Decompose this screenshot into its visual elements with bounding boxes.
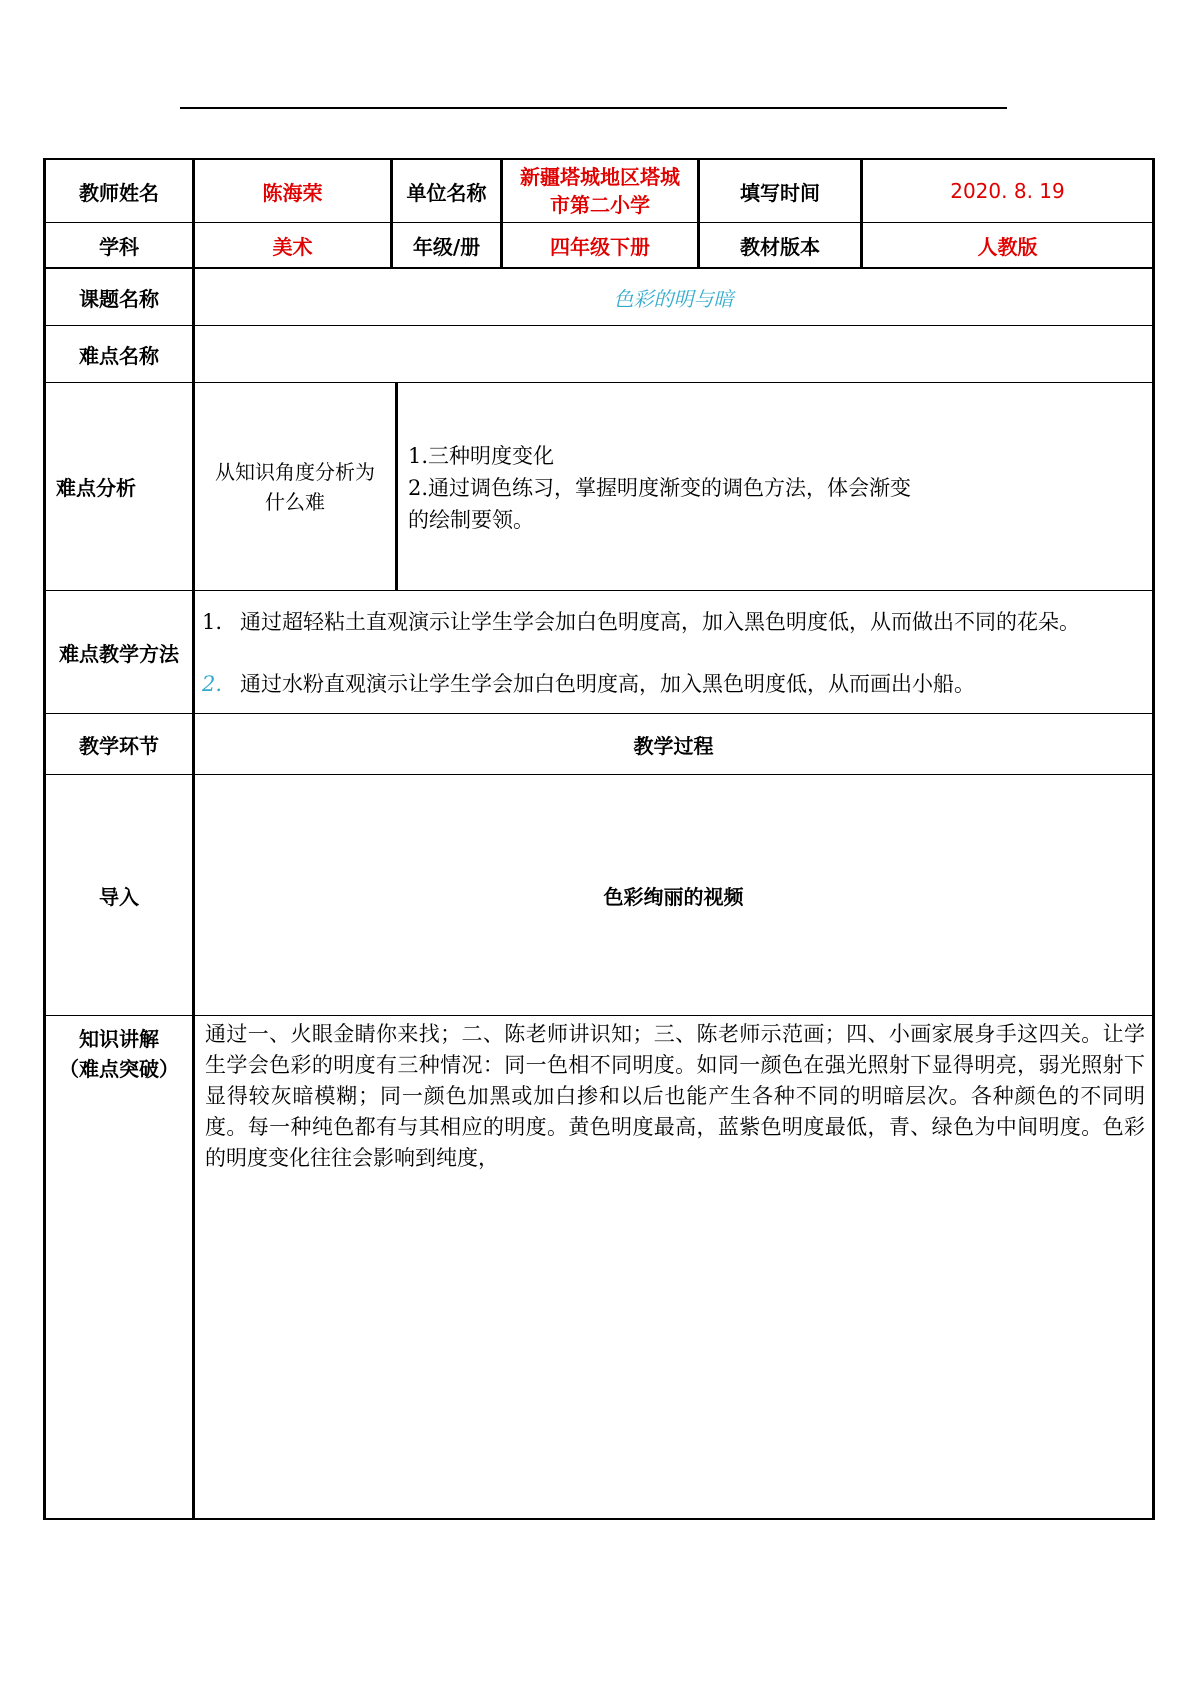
knowledge-label-line2: （难点突破） [59, 1057, 179, 1081]
fill-time-value: 2020. 8. 19 [950, 179, 1065, 203]
knowledge-label [46, 1024, 192, 1084]
method-item-1-number: 1. [202, 610, 223, 634]
analysis-content [408, 440, 1148, 536]
subject-label: 学科 [99, 234, 139, 259]
textbook-label: 教材版本 [740, 234, 820, 259]
process-label: 教学过程 [633, 733, 714, 758]
grade-value: 四年级下册 [550, 234, 650, 259]
fill-time-label: 填写时间 [740, 180, 820, 205]
methods-label: 难点教学方法 [59, 641, 179, 666]
difficulty-value [195, 326, 1152, 382]
method-item-1-text: 通过超轻粘土直观演示让学生学会加白色明度高，加入黑色明度低，从而做出不同的花朵。 [240, 610, 1080, 634]
analysis-line1: 1.三种明度变化 [408, 444, 555, 468]
unit-name-line2: 市第二小学 [550, 193, 650, 217]
unit-name-line1: 新疆塔城地区塔城 [520, 165, 680, 189]
analysis-sublabel [195, 383, 395, 590]
method-item-2-text: 通过水粉直观演示让学生学会加白色明度高，加入黑色明度低，从而画出小船。 [240, 672, 975, 696]
analysis-line2: 2.通过调色练习，掌握明度渐变的调色方法，体会渐变 [408, 476, 912, 500]
analysis-line3: 的绘制要领。 [408, 508, 534, 532]
intro-label: 导入 [99, 884, 139, 909]
method-item-2 [202, 669, 1180, 700]
stage-label: 教学环节 [79, 733, 159, 758]
topic-label: 课题名称 [79, 286, 159, 311]
intro-content: 色彩绚丽的视频 [603, 884, 744, 909]
teacher-name-value: 陈海荣 [262, 180, 323, 205]
analysis-sublabel-line2: 什么难 [265, 489, 325, 514]
method-item-1 [202, 607, 1180, 638]
unit-name-label: 单位名称 [406, 180, 487, 205]
teacher-name-label: 教师姓名 [79, 180, 159, 205]
analysis-sublabel-line1: 从知识角度分析为 [215, 459, 375, 484]
difficulty-label: 难点名称 [79, 343, 159, 368]
knowledge-content: 通过一、火眼金睛你来找；二、陈老师讲识知；三、陈老师示范画；四、小画家展身手这四关。让学生学会色彩的明度有三种情况：同一色相不同明度。如同一颜色在强光照射下显得明亮，弱光照射下显得较灰暗模糊；同一颜色加黑或加白掺和以后也能产生各种不同的明暗层次。各种颜色的不同明度。每一种纯色都有与其相应的明度。黄色明度最高，蓝紫色明度最低，青、绿色为中间明度。色彩的明度变化往往会影响到纯度， [205, 1022, 1145, 1170]
analysis-label: 难点分析 [56, 476, 136, 500]
grade-label: 年级/册 [412, 234, 481, 259]
method-item-2-number: 2. [202, 672, 223, 696]
knowledge-label-line1: 知识讲解 [79, 1027, 159, 1051]
textbook-value: 人教版 [977, 234, 1038, 259]
subject-value: 美术 [272, 234, 313, 259]
topic-value: 色彩的明与暗 [613, 286, 734, 311]
unit-name-value [503, 160, 697, 222]
